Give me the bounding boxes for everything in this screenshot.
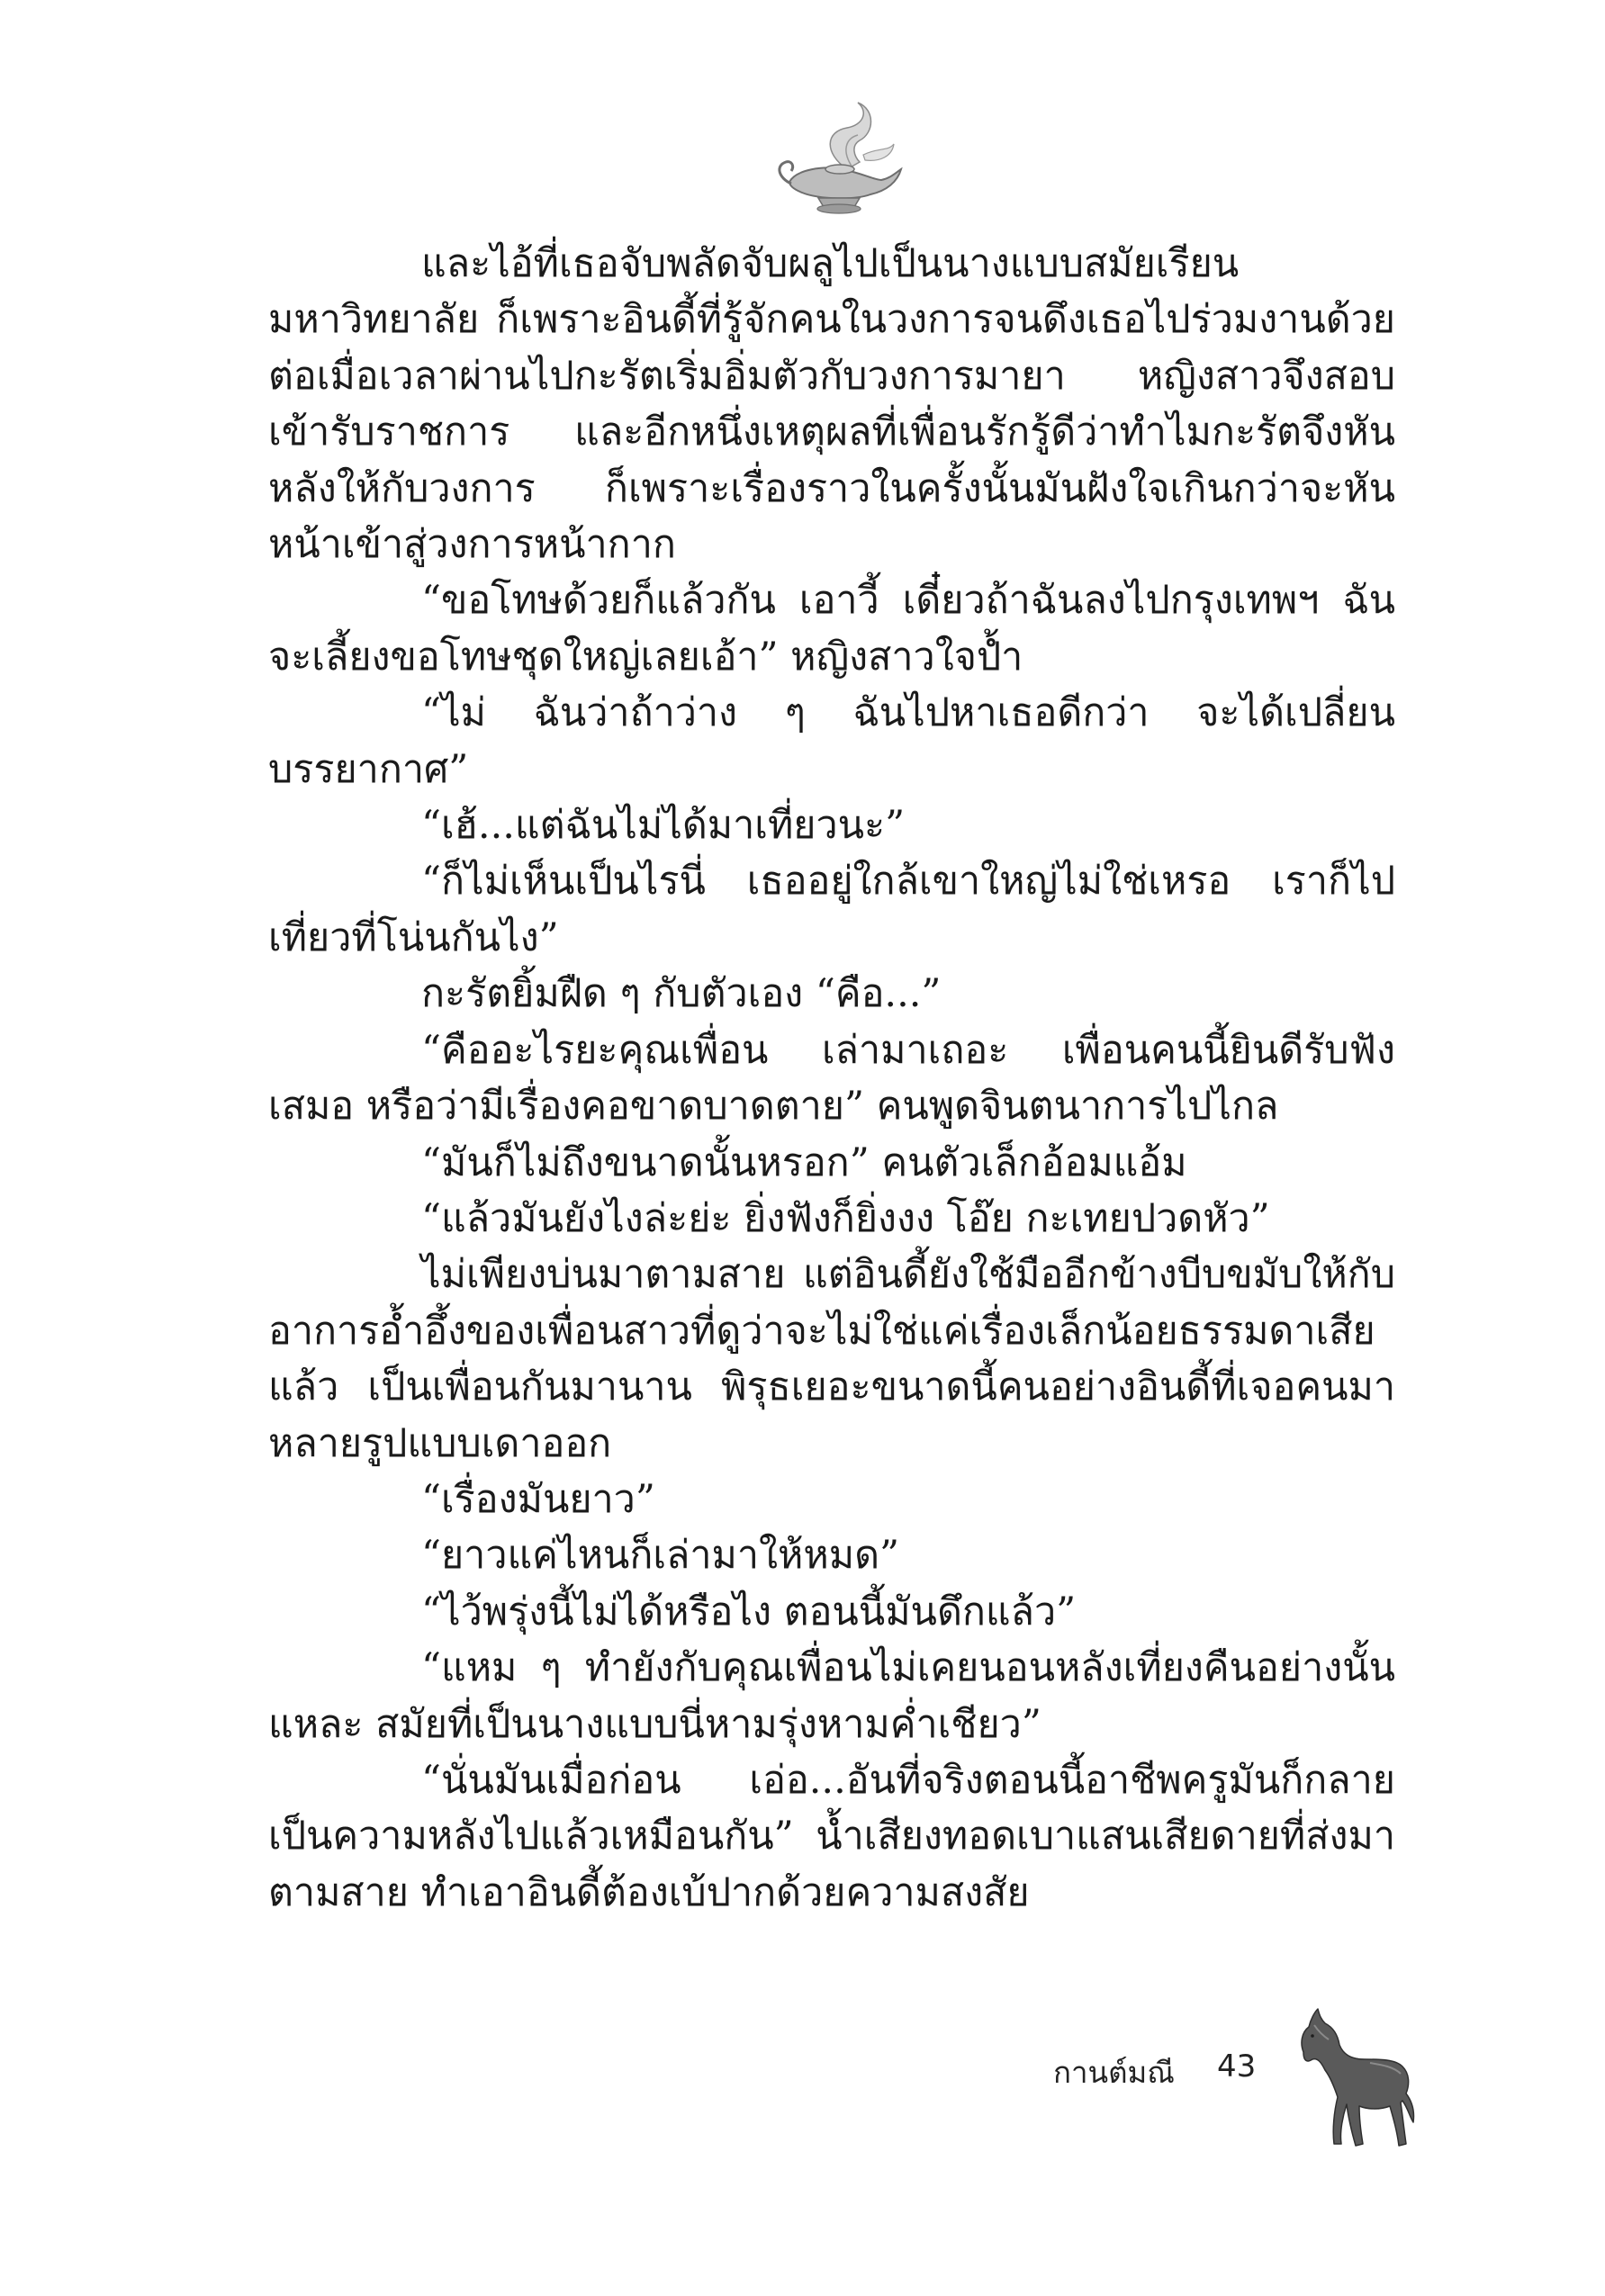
genie-lamp-icon xyxy=(770,97,905,223)
page-number: 43 xyxy=(1217,2048,1257,2084)
paragraph: “เฮ้...แต่ฉันไม่ได้มาเที่ยวนะ” xyxy=(421,803,906,849)
horse-icon xyxy=(1287,2000,1422,2153)
paragraph: “ยาวแค่ไหนก็เล่ามาให้หมด” xyxy=(421,1533,899,1579)
paragraph: “ไว้พรุ่งนี้ไม่ได้หรือไง ตอนนี้มันดึกแล้ว” xyxy=(421,1589,1077,1634)
paragraph: “แหม ๆ ทำยังกับคุณเพื่อนไม่เคยนอนหลังเที่ยงคืนอย่างนั้นแหละ สมัยที่เป็นนางแบบนี่หามรุ่งหามค่ำเชียว” xyxy=(268,1645,1395,1747)
body-text xyxy=(268,236,1395,1921)
page-footer xyxy=(972,2043,1296,2115)
paragraph: “ไม่ ฉันว่าถ้าว่าง ๆ ฉันไปหาเธอดีกว่า จะได้เปลี่ยนบรรยากาศ” xyxy=(268,690,1395,792)
paragraph: และไอ้ที่เธอจับพลัดจับผลูไปเป็นนางแบบสมัยเรียนมหาวิทยาลัย ก็เพราะอินดี้ที่รู้จักคนในวงการจนดึงเธอไปร่วมงานด้วย ต่อเมื่อเวลาผ่านไปกะรัตเริ่มอิ่มตัวกับวงการมายา หญิงสาวจึงสอบเข้ารับราชการ และอีกหนึ่งเหตุผลที่เพื่อนรักรู้ดีว่าทำไมกะรัตจึงหันหลังให้กับวงการ ก็เพราะเรื่องราวในครั้งนั้นมันฝังใจเกินกว่าจะหันหน้าเข้าสู่วงการหน้ากาก xyxy=(268,241,1395,568)
paragraph: “คืออะไรยะคุณเพื่อน เล่ามาเถอะ เพื่อนคนนี้ยินดีรับฟังเสมอ หรือว่ามีเรื่องคอขาดบาดตาย” คนพูดจินตนาการไปไกล xyxy=(268,1027,1395,1130)
footer-author: กานต์มณี xyxy=(1053,2055,1175,2090)
paragraph: “ขอโทษด้วยก็แล้วกัน เอาวี้ เดี๋ยวถ้าฉันลงไปกรุงเทพฯ ฉันจะเลี้ยงขอโทษชุดใหญ่เลยเอ้า” หญิงสาวใจป้ำ xyxy=(268,578,1395,680)
paragraph: “เรื่องมันยาว” xyxy=(421,1476,655,1522)
paragraph: “มันก็ไม่ถึงขนาดนั้นหรอก” คนตัวเล็กอ้อมแอ้ม xyxy=(421,1139,1187,1185)
paragraph: “แล้วมันยังไงล่ะย่ะ ยิ่งฟังก็ยิ่งงง โอ๊ย กะเทยปวดหัว” xyxy=(421,1195,1270,1241)
paragraph: ไม่เพียงบ่นมาตามสาย แต่อินดี้ยังใช้มืออีกข้างบีบขมับให้กับอาการอ้ำอึ้งของเพื่อนสาวที่ดูว่าจะไม่ใช่แค่เรื่องเล็กน้อยธรรมดาเสียแล้ว เป็นเพื่อนกันมานาน พิรุธเยอะขนาดนี้คนอย่างอินดี้ที่เจอคนมาหลายรูปแบบเดาออก xyxy=(268,1252,1395,1466)
paragraph: “ก็ไม่เห็นเป็นไรนี่ เธออยู่ใกล้เขาใหญ่ไม่ใช่เหรอ เราก็ไปเที่ยวที่โน่นกันไง” xyxy=(268,859,1395,960)
paragraph: กะรัตยิ้มฝืด ๆ กับตัวเอง “คือ...” xyxy=(421,971,942,1017)
paragraph: “นั่นมันเมื่อก่อน เอ่อ...อันที่จริงตอนนี้อาชีพครูมันก็กลายเป็นความหลังไปแล้วเหมือนกัน” น้ำเสียงทอดเบาแสนเสียดายที่ส่งมาตามสาย ทำเอาอินดี้ต้องเบ้ปากด้วยความสงสัย xyxy=(268,1757,1395,1915)
